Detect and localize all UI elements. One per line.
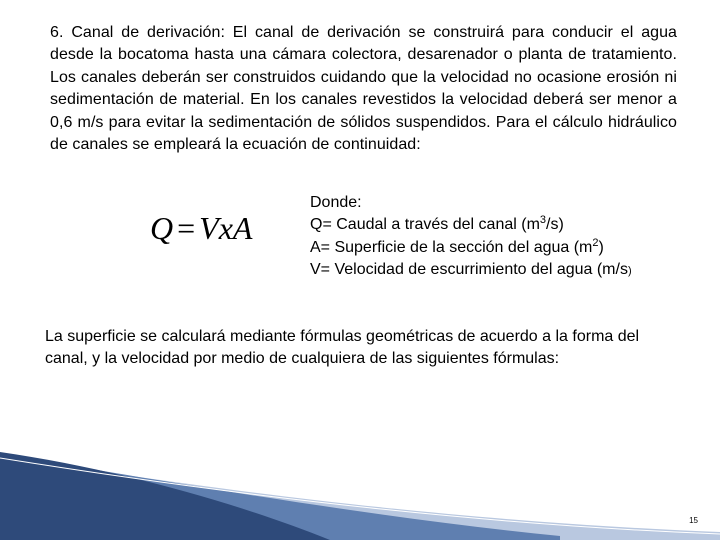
page-number: 15 (689, 516, 698, 525)
definition-a-exponent: 2 (592, 236, 599, 249)
decorative-wave-footer (0, 450, 720, 540)
body-paragraph-2: La superficie se calculará mediante fórmulas geométricas de acuerdo a la forma del canal, y la velocidad por medio de cualquiera de las siguientes fórmulas: (45, 328, 640, 368)
continuity-equation (150, 208, 252, 248)
formula-equals: = (177, 210, 196, 246)
definition-q (310, 214, 700, 236)
formula-lhs: Q (150, 210, 174, 246)
body-paragraph-1: 6. Canal de derivación: El canal de derivación se construirá para conducir el agua desde la bocatoma hasta una cámara colectora, desarenador o planta de tratamiento. Los canales deberán ser construidos cuidando que la velocidad no ocasione erosión ni sedimentación de material. En los canales revestidos la velocidad deberá ser menor a 0,6 m/s para evitar la sedimentación de sólidos suspendidos. Para el cálculo hidráulico de canales se empleará la ecuación de continuidad: (50, 24, 677, 154)
definition-v-text: V= Velocidad de escurrimiento del agua (m/s (310, 261, 628, 279)
definitions-heading: Donde: (310, 194, 362, 211)
definition-a-text: A= Superficie de la sección del agua (m (310, 238, 593, 256)
definition-v-end: ) (627, 265, 632, 278)
definition-q-end: /s) (546, 216, 564, 234)
definition-q-text: Q= Caudal a través del canal (m (310, 216, 540, 234)
definition-a-end: ) (598, 238, 604, 256)
definition-q-exponent: 3 (539, 214, 547, 227)
definition-a (310, 237, 700, 259)
definitions-block (310, 192, 700, 283)
formula-rhs: VxA (199, 210, 253, 246)
definition-v (310, 259, 700, 282)
